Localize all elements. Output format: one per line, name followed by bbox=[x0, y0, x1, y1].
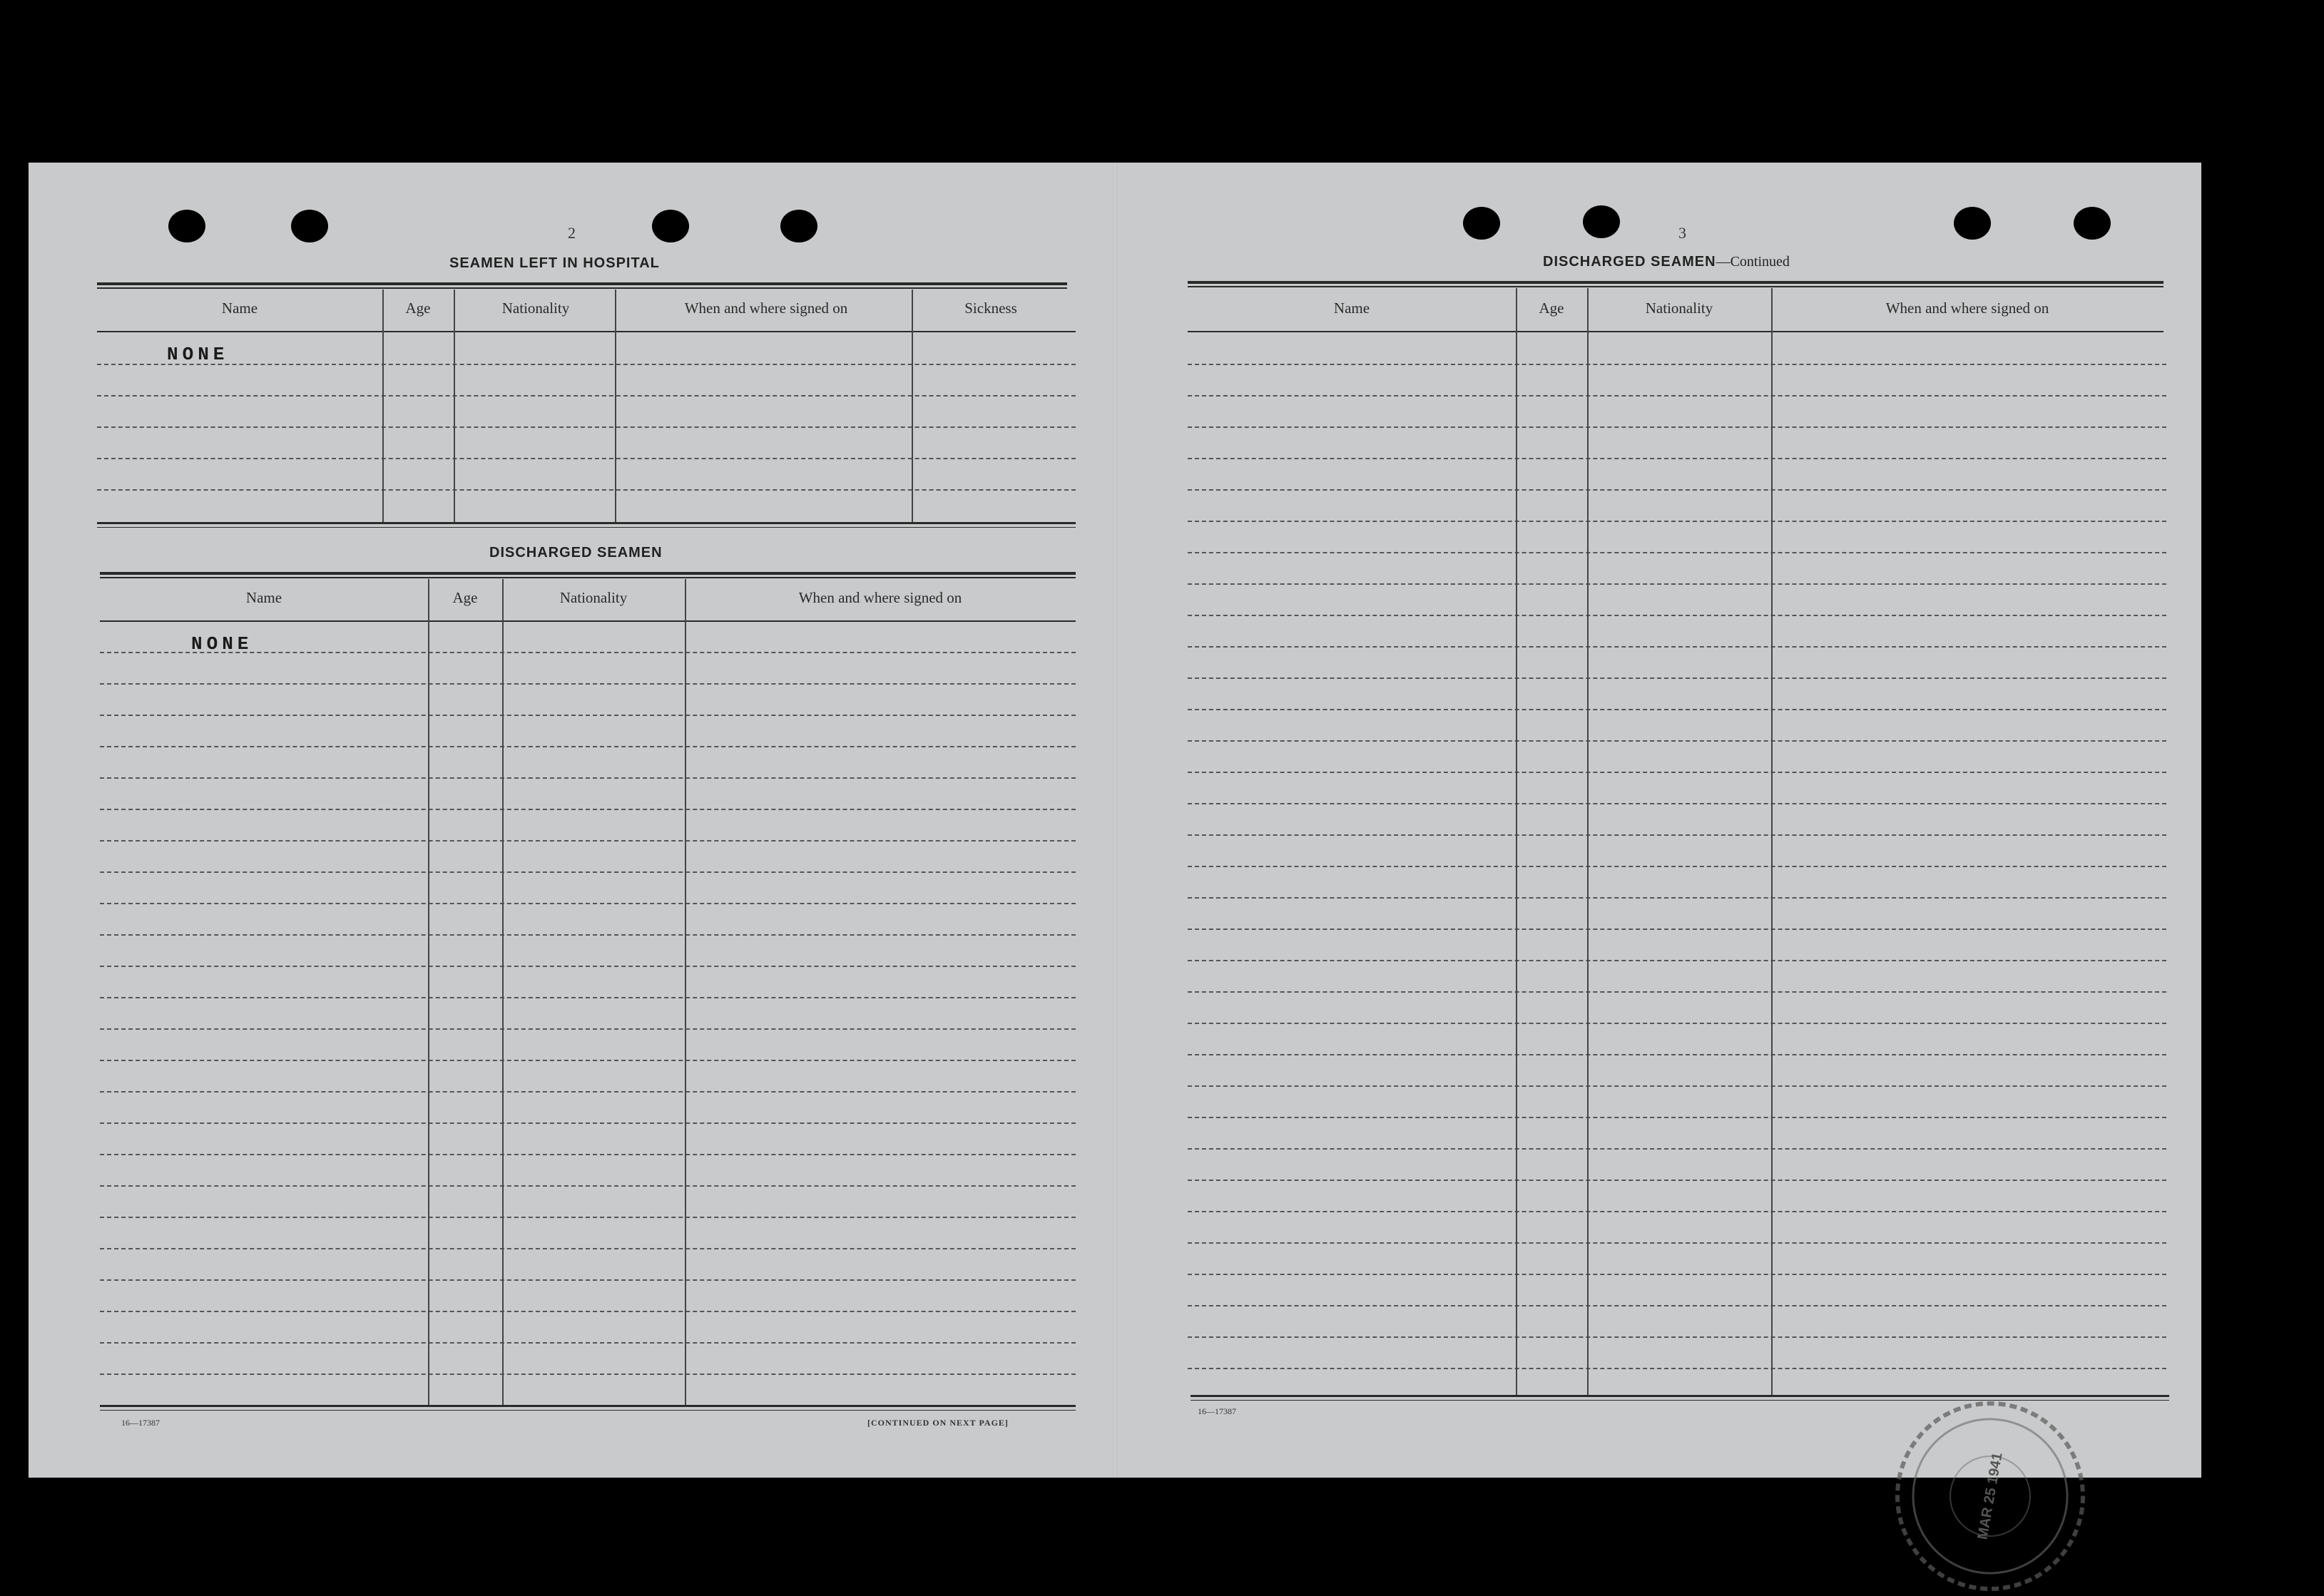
row-line bbox=[1188, 866, 2166, 867]
row-line bbox=[1188, 1148, 2166, 1150]
row-line bbox=[100, 777, 1076, 779]
col-header-nationality: Nationality bbox=[501, 300, 570, 317]
col-header-name: Name bbox=[245, 589, 282, 606]
row-line bbox=[1188, 1117, 2166, 1118]
row-line bbox=[100, 1279, 1076, 1281]
row-line bbox=[1188, 615, 2166, 616]
col-header-age: Age bbox=[1539, 300, 1564, 317]
row-line bbox=[100, 997, 1076, 998]
section-title-discharged: DISCHARGED SEAMEN bbox=[489, 545, 663, 561]
row-line bbox=[1188, 897, 2166, 899]
row-line bbox=[100, 715, 1076, 716]
punch-hole bbox=[2074, 207, 2111, 240]
row-line bbox=[1188, 677, 2166, 679]
row-line bbox=[100, 934, 1076, 936]
row-line bbox=[1188, 426, 2166, 428]
col-header-nationality: Nationality bbox=[1645, 300, 1713, 317]
column-divider bbox=[1771, 288, 1773, 1395]
header-rule bbox=[1188, 331, 2164, 332]
row-line bbox=[97, 458, 1076, 459]
row-line bbox=[1188, 1085, 2166, 1087]
top-rule bbox=[97, 287, 1067, 289]
bottom-rule bbox=[97, 522, 1076, 524]
header-rule bbox=[100, 620, 1076, 622]
row-line bbox=[1188, 740, 2166, 742]
page-number: 3 bbox=[1678, 224, 1686, 242]
row-line bbox=[100, 1091, 1076, 1093]
row-line bbox=[97, 426, 1076, 428]
punch-hole bbox=[168, 210, 205, 242]
row-line bbox=[97, 489, 1076, 491]
row-line bbox=[97, 395, 1076, 397]
row-line bbox=[1188, 1368, 2166, 1369]
row-line bbox=[1188, 1211, 2166, 1212]
column-divider bbox=[912, 290, 913, 522]
row-line bbox=[1188, 458, 2166, 459]
bottom-rule bbox=[100, 1410, 1076, 1411]
col-header-name: Name bbox=[1333, 300, 1370, 317]
row-line bbox=[100, 1374, 1076, 1375]
row-line bbox=[1188, 772, 2166, 773]
hospital-entry-none: NONE bbox=[167, 344, 229, 365]
top-rule bbox=[1188, 281, 2164, 284]
row-line bbox=[1188, 991, 2166, 993]
bottom-rule bbox=[97, 527, 1076, 528]
row-line bbox=[100, 1185, 1076, 1187]
col-header-signed-on: When and where signed on bbox=[798, 589, 962, 606]
column-divider bbox=[382, 290, 384, 522]
punch-hole bbox=[1463, 207, 1500, 240]
column-divider bbox=[685, 579, 686, 1405]
column-divider bbox=[1587, 288, 1589, 1395]
column-divider bbox=[1516, 288, 1517, 1395]
left-page bbox=[29, 163, 1115, 1478]
row-line bbox=[1188, 1305, 2166, 1306]
bottom-rule bbox=[100, 1405, 1076, 1407]
top-rule bbox=[97, 282, 1067, 285]
column-divider bbox=[454, 290, 455, 522]
row-line bbox=[100, 1122, 1076, 1124]
section-title-text: DISCHARGED SEAMEN bbox=[1543, 254, 1716, 270]
col-header-age: Age bbox=[452, 589, 478, 606]
col-header-sickness: Sickness bbox=[964, 300, 1017, 317]
punch-hole bbox=[291, 210, 328, 242]
row-line bbox=[1188, 583, 2166, 585]
top-rule bbox=[1188, 286, 2164, 287]
discharged-entry-none: NONE bbox=[191, 633, 253, 655]
punch-hole bbox=[1583, 205, 1620, 238]
row-line bbox=[1188, 521, 2166, 522]
section-title-discharged-continued bbox=[1543, 254, 1790, 270]
row-line bbox=[100, 966, 1076, 967]
row-line bbox=[1188, 1180, 2166, 1181]
form-number: 16—17387 bbox=[121, 1418, 160, 1428]
row-line bbox=[1188, 803, 2166, 804]
row-line bbox=[1188, 834, 2166, 836]
stamp-date: MAR 25 1941 bbox=[1974, 1451, 2006, 1541]
col-header-name: Name bbox=[221, 300, 258, 317]
row-line bbox=[100, 1060, 1076, 1061]
col-header-age: Age bbox=[405, 300, 431, 317]
punch-hole bbox=[780, 210, 817, 242]
row-line bbox=[100, 1248, 1076, 1249]
row-line bbox=[100, 1342, 1076, 1344]
row-line bbox=[1188, 1274, 2166, 1275]
row-line bbox=[100, 1217, 1076, 1218]
top-rule bbox=[100, 577, 1076, 578]
row-line bbox=[1188, 646, 2166, 648]
right-page bbox=[1115, 163, 2201, 1478]
column-divider bbox=[502, 579, 504, 1405]
row-line bbox=[1188, 489, 2166, 491]
col-header-signed-on: When and where signed on bbox=[1885, 300, 2049, 317]
row-line bbox=[100, 1311, 1076, 1312]
row-line bbox=[1188, 1054, 2166, 1055]
col-header-nationality: Nationality bbox=[559, 589, 628, 606]
row-line bbox=[1188, 1336, 2166, 1338]
col-header-signed-on: When and where signed on bbox=[684, 300, 848, 317]
top-rule bbox=[100, 572, 1076, 575]
row-line bbox=[1188, 552, 2166, 553]
page-number: 2 bbox=[568, 224, 576, 242]
row-line bbox=[100, 1028, 1076, 1030]
punch-hole bbox=[1954, 207, 1991, 240]
header-rule bbox=[97, 331, 1076, 332]
row-line bbox=[1188, 1242, 2166, 1244]
row-line bbox=[1188, 395, 2166, 397]
row-line bbox=[100, 840, 1076, 842]
row-line bbox=[100, 903, 1076, 904]
row-line bbox=[1188, 364, 2166, 365]
form-number: 16—17387 bbox=[1198, 1406, 1236, 1416]
punch-hole bbox=[652, 210, 689, 242]
row-line bbox=[100, 871, 1076, 873]
row-line bbox=[100, 746, 1076, 747]
row-line bbox=[1188, 929, 2166, 930]
section-title-suffix: —Continued bbox=[1716, 254, 1790, 270]
column-divider bbox=[615, 290, 616, 522]
section-title-hospital: SEAMEN LEFT IN HOSPITAL bbox=[449, 255, 660, 271]
column-divider bbox=[428, 579, 429, 1405]
document-sheet bbox=[29, 163, 2201, 1541]
row-line bbox=[97, 364, 1076, 365]
row-line bbox=[100, 683, 1076, 685]
circular-date-stamp bbox=[1876, 1389, 2097, 1596]
row-line bbox=[1188, 1023, 2166, 1024]
row-line bbox=[1188, 709, 2166, 710]
row-line bbox=[1188, 960, 2166, 961]
row-line bbox=[100, 809, 1076, 810]
row-line bbox=[100, 1154, 1076, 1155]
continued-note: [CONTINUED ON NEXT PAGE] bbox=[867, 1418, 1009, 1428]
